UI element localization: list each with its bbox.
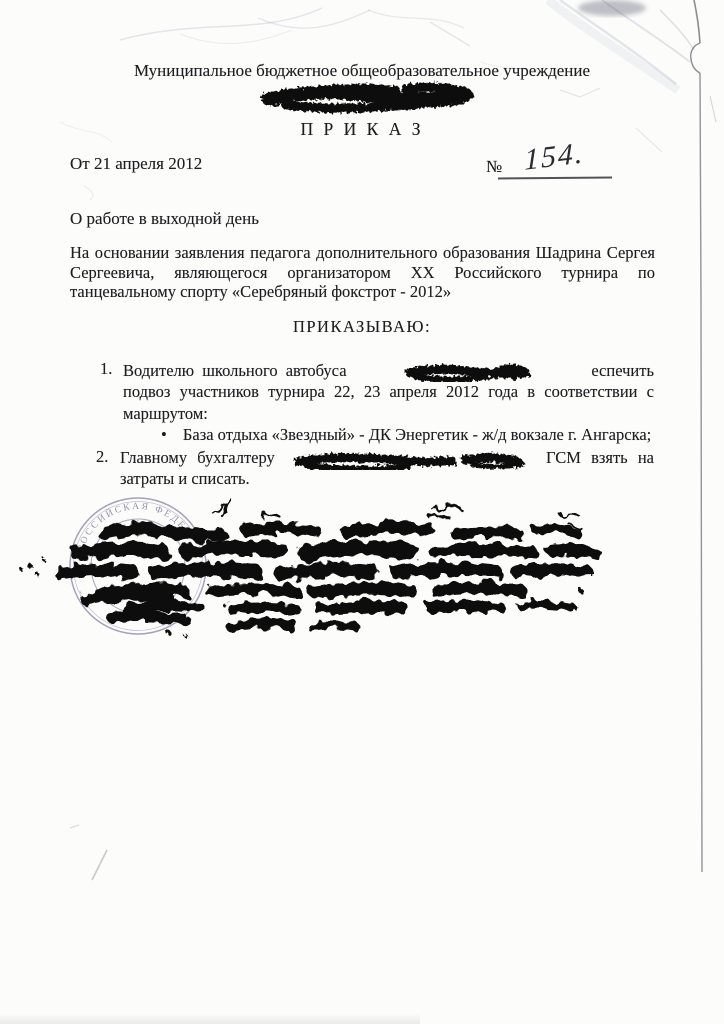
number-label: № [486, 157, 503, 176]
preamble-line-3: танцевальному спорту «Серебряный фокстрот - 2012» [70, 282, 452, 301]
item-2-line-1 [120, 447, 654, 470]
order-title: П Р И К А З [300, 119, 424, 139]
number-underline [498, 177, 612, 180]
item-1-line-2: подвоз участников турнира 22, 23 апреля 2012 года в соответствии с [123, 381, 654, 401]
item-2-number: 2. [96, 446, 109, 466]
item-2-line-1-text-right: ГСМ взять на [545, 448, 654, 467]
order-subject: О работе в выходной день [70, 209, 259, 228]
item-1-line-3: маршрутом: [123, 404, 208, 423]
order-date: От 21 апреля 2012 [70, 154, 203, 173]
item-2-line-2: затраты и списать. [120, 468, 250, 488]
stamp-inner-text: джетное общеобр [95, 518, 170, 551]
bottom-scan-shadow [0, 1014, 420, 1024]
route-bullet [161, 425, 651, 445]
preamble-line-1: На основании заявления педагога дополнительного образования Шадрина Сергея [70, 243, 655, 262]
item-1-number: 1. [100, 359, 113, 378]
redacted-institution-name [256, 80, 480, 118]
institution-header: Муниципальное бюджетное общеобразовательное учреждение [133, 61, 591, 80]
order-heading: ПРИКАЗЫВАЮ: [292, 317, 432, 336]
item-1-line-1 [123, 359, 654, 382]
bullet-marker: • [161, 424, 167, 444]
item-1-line-1-text-right: еспечить [591, 360, 654, 380]
route-bullet-text: База отдыха «Звездный» - ДК Энергетик - ж/д вокзале г. Ангарска; [182, 424, 652, 444]
redacted-signature-block [16, 496, 616, 648]
preamble-line-2: Сергеевича, являющегося организатором ХХ Российского турнира по [70, 262, 655, 282]
redacted-accountant-name [293, 450, 527, 470]
stamp-outer-text: РОССИЙСКАЯ ФЕДЕ [76, 501, 188, 553]
item-1-line-1-text-left: Водителю школьного автобуса [123, 360, 347, 380]
redacted-driver-name [404, 362, 534, 382]
handwritten-order-number: 154. [523, 136, 585, 177]
item-2-line-1-text-left: Главному бухгалтеру [120, 448, 275, 467]
